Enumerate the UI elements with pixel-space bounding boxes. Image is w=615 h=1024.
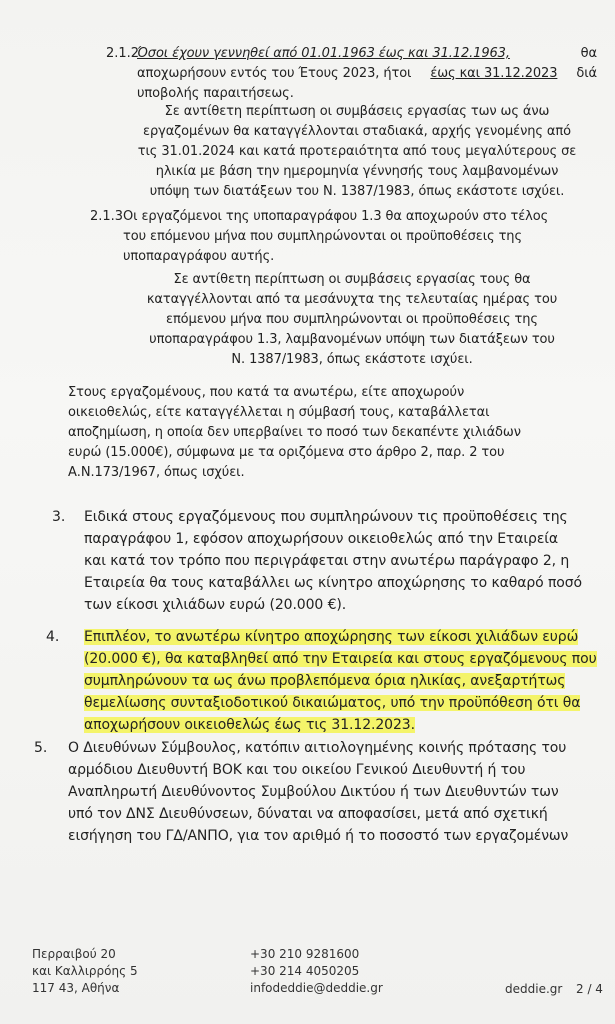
- text-line: υποπαραγράφου 1.3, λαμβανομένων υπόψη των διατάξεων του: [149, 332, 555, 347]
- text-line: υπό τον ΔΝΣ Διευθύνσεων, δύναται να αποφασίσει, μετά από σχετική: [68, 806, 548, 822]
- section-2-1-2: [137, 44, 597, 104]
- highlighted-line: (20.000 €), θα καταβληθεί από την Εταιρεία και στους εργαζόμενους που: [84, 651, 597, 667]
- text-line: εισήγηση του ΓΔ/ΑΝΠΟ, για τον αριθμό ή το ποσοστό των εργαζομένων: [68, 828, 569, 844]
- phone-number: +30 210 9281600: [250, 947, 360, 961]
- paragraph-contrary-2: [118, 270, 586, 370]
- section-2-1-2-line2: αποχωρήσουν εντός του Έτους 2023, ήτοι: [137, 66, 412, 81]
- page-number: 2 / 4: [576, 982, 603, 996]
- text-line: υπόψη των διατάξεων του Ν. 1387/1983, όπως εκάστοτε ισχύει.: [149, 184, 565, 199]
- text-line: και κατά τον τρόπο που περιγράφεται στην ανωτέρω παράγραφο 2, η: [84, 553, 570, 569]
- text-line: Αναπληρωτή Διευθύνοντος Συμβούλου Δικτύου ή των Διευθυντών των: [68, 784, 559, 800]
- item-4-highlighted: [84, 626, 608, 736]
- text-line: καταγγέλλονται από τα μεσάνυχτα της τελευταίας ημέρας του: [146, 292, 558, 307]
- text-line: Σε αντίθετη περίπτωση οι συμβάσεις εργασίας των ως άνω: [164, 104, 550, 119]
- item-5: [68, 737, 610, 847]
- text-line: Στους εργαζομένους, που κατά τα ανωτέρω, είτε αποχωρούν: [68, 385, 465, 400]
- section-2-1-3: [123, 207, 585, 267]
- text-line: Ο Διευθύνων Σύμβουλος, κατόπιν αιτιολογημένης κοινής πρότασης του: [68, 740, 567, 756]
- section-2-1-2-line1: Όσοι έχουν γεννηθεί από 01.01.1963 έως και 31.12.1963,: [137, 46, 510, 61]
- text-line: επόμενου μήνα που συμπληρώνονται οι προϋποθέσεις της: [166, 312, 538, 327]
- highlighted-line: Επιπλέον, το ανωτέρω κίνητρο αποχώρησης των είκοσι χιλιάδων ευρώ: [84, 629, 579, 645]
- text-line: ευρώ (15.000€), σύμφωνα με τα οριζόμενα στο άρθρο 2, παρ. 2 του: [68, 445, 505, 460]
- paragraph-contrary-1: [137, 102, 577, 202]
- section-number: 2.1.2: [106, 46, 140, 61]
- address-line: και Καλλιρρόης 5: [32, 964, 138, 978]
- item-number: 4.: [46, 629, 60, 645]
- footer-address: [32, 946, 138, 997]
- text-line: αποζημίωση, η οποία δεν υπερβαίνει το ποσό των δεκαπέντε χιλιάδων: [68, 425, 521, 440]
- text-line: παραγράφου 1, εφόσον αποχωρήσουν οικειοθελώς από την Εταιρεία: [84, 531, 559, 547]
- section-2-1-2-line3: υποβολής παραιτήσεως.: [137, 86, 294, 101]
- section-2-1-2-line2-end: διά: [576, 66, 597, 81]
- text-line: Σε αντίθετη περίπτωση οι συμβάσεις εργασίας τους θα: [173, 272, 531, 287]
- item-3: [84, 506, 604, 616]
- item-number: 3.: [52, 509, 66, 525]
- text-line: Οι εργαζόμενοι της υποπαραγράφου 1.3 θα αποχωρούν στο τέλος: [123, 209, 549, 224]
- email-link[interactable]: infodeddie@deddie.gr: [250, 981, 383, 995]
- section-2-1-2-deadline: έως και 31.12.2023: [430, 66, 558, 81]
- text-line: του επόμενου μήνα που συμπληρώνονται οι προϋποθέσεις της: [123, 229, 522, 244]
- footer-contact: [250, 946, 383, 997]
- text-line: ηλικία με βάση την ημερομηνία γέννησής τους λαμβανομένων: [155, 164, 559, 179]
- address-line: Περραιβού 20: [32, 947, 116, 961]
- highlighted-line: θεμελίωσης συνταξιοδοτικού δικαιώματος, υπό την προϋπόθεση ότι θα: [84, 695, 581, 711]
- text-line: Εταιρεία θα τους καταβάλλει ως κίνητρο αποχώρησης το καθαρό ποσό: [84, 575, 583, 591]
- text-line: των είκοσι χιλιάδων ευρώ (20.000 €).: [84, 597, 347, 613]
- text-line: τις 31.01.2024 και κατά προτεραιότητα από τους μεγαλύτερους σε: [137, 144, 577, 159]
- text-line: αρμόδιου Διευθυντή ΒΟΚ και του οικείου Γενικού Διευθυντή ή του: [68, 762, 526, 778]
- text-line: υποπαραγράφου αυτής.: [123, 249, 275, 264]
- text-line: Α.Ν.173/1967, όπως ισχύει.: [68, 465, 245, 480]
- text-line: Ειδικά στους εργαζόμενους που συμπληρώνουν τις προϋποθέσεις της: [84, 509, 568, 525]
- text-line: Ν. 1387/1983, όπως εκάστοτε ισχύει.: [231, 352, 473, 367]
- text-line: εργαζομένων θα καταγγέλλονται σταδιακά, αρχής γενομένης από: [143, 124, 571, 139]
- paragraph-compensation: [68, 383, 588, 483]
- section-2-1-2-line1-end: θα: [580, 46, 597, 61]
- highlighted-line: συμπληρώνουν τα ως άνω προβλεπόμενα όρια ηλικίας, ανεξαρτήτως: [84, 673, 566, 689]
- address-line: 117 43, Αθήνα: [32, 981, 120, 995]
- highlighted-line: αποχωρήσουν οικειοθελώς έως τις 31.12.2023.: [84, 717, 415, 733]
- text-line: οικειοθελώς, είτε καταγγέλλεται η σύμβασή τους, καταβάλλεται: [68, 405, 490, 420]
- section-number: 2.1.3: [90, 209, 124, 224]
- phone-number: +30 214 4050205: [250, 964, 360, 978]
- footer-website[interactable]: deddie.gr: [505, 982, 563, 996]
- item-number: 5.: [34, 740, 48, 756]
